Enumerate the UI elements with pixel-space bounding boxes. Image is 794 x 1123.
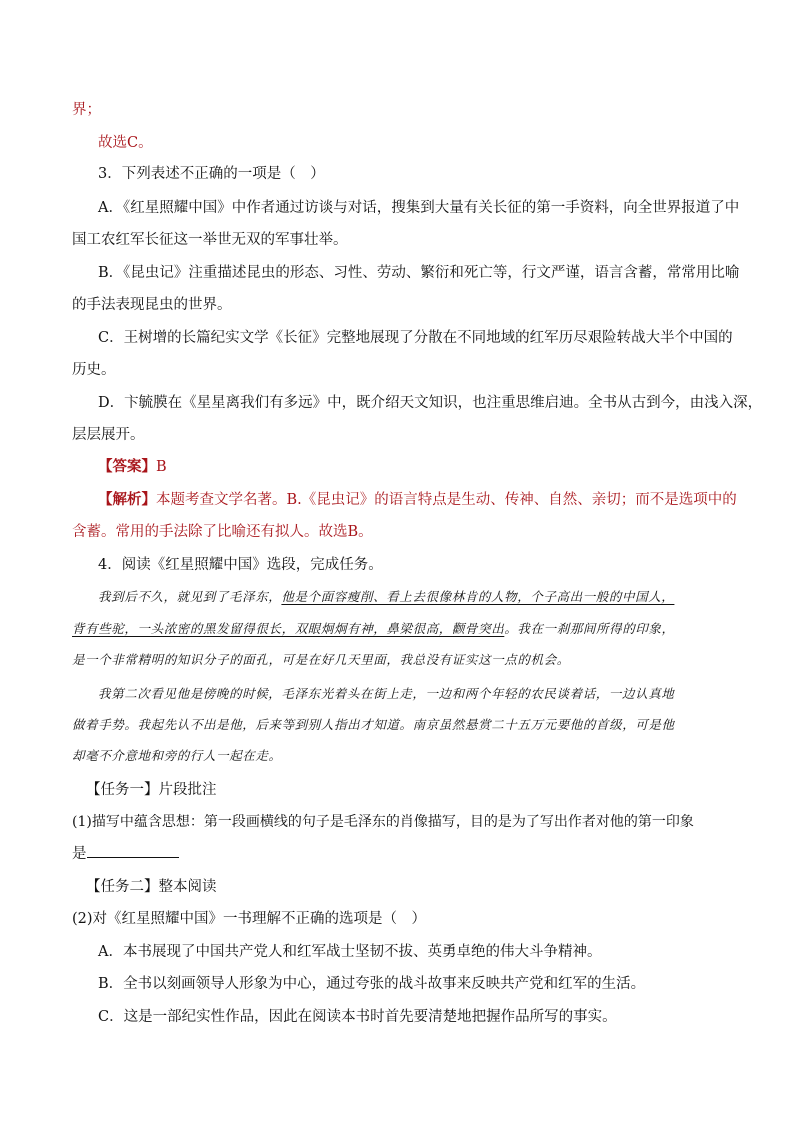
question-4: 4．阅读《红星照耀中国》选段，完成任务。	[98, 557, 383, 573]
task-2-option-a: A．本书展现了中国共产党人和红军战士坚韧不拔、英勇卓绝的伟大斗争精神。	[98, 944, 602, 960]
excerpt-p2-line-2: 做着手势。我起先认不出是他，后来等到别人指出才知道。南京虽然悬赏二十五万元要他的首级，可是他	[72, 717, 675, 732]
analysis-tag: 【解析】	[98, 491, 156, 508]
option-d-line-1: D．卞毓膜在《星星离我们有多远》中，既介绍天文知识，也注重思维启迪。全书从古到今，由浅入深，	[98, 395, 763, 411]
excerpt-text: 我到后不久，就见到了毛泽东，	[98, 589, 282, 604]
excerpt-p1-line-2	[72, 619, 675, 639]
excerpt-p2-line-1: 我第二次看见他是傍晚的时候，毛泽东光着头在街上走，一边和两个年轻的农民谈着话，一边认真地	[98, 686, 675, 701]
task-2-heading: 【任务二】整本阅读	[86, 879, 217, 895]
analysis-line-2: 含蓄。常用的手法除了比喻还有拟人。故选B。	[72, 524, 373, 540]
answer-tag: 【答案】	[98, 458, 156, 475]
task-2-question: (2)对《红星照耀中国》一书理解不正确的选项是（ ）	[72, 911, 427, 927]
excerpt-text: 。我在一刹那间所得的印象，	[504, 621, 675, 636]
option-a-line-2: 国工农红军长征这一举世无双的军事壮举。	[72, 232, 348, 248]
task-1-heading: 【任务一】片段批注	[86, 782, 217, 798]
task-2-option-c: C．这是一部纪实性作品，因此在阅读本书时首先要清楚地把握作品所写的事实。	[98, 1009, 617, 1025]
answer-value: B	[156, 459, 167, 475]
analysis-row	[98, 490, 737, 510]
option-a-line-1: A．《红星照耀中国》中作者通过访谈与对话，搜集到大量有关长征的第一手资料，向全世界报道了中	[98, 200, 740, 216]
answer-row	[98, 457, 167, 477]
underlined-portrait: 他是个面容瘦削、看上去很像林肯的人物，个子高出一般的中国人，	[281, 589, 675, 604]
option-c-line-1: C．王树增的长篇纪实文学《长征》完整地展现了分散在不同地域的红军历尽艰险转战大半个中国的	[98, 330, 733, 346]
excerpt-p2-line-3: 却毫不介意地和旁的行人一起在走。	[72, 748, 282, 763]
option-b-line-1: B．《昆虫记》注重描述昆虫的形态、习性、劳动、繁衍和死亡等，行文严谨，语言含蓄，常常用比喻	[98, 265, 740, 281]
option-b-line-2: 的手法表现昆虫的世界。	[72, 297, 232, 313]
task-1-answer-line	[72, 843, 179, 864]
analysis-text: 本题考查文学名著。B.《昆虫记》的语言特点是生动、传神、自然、亲切；而不是选项中的	[156, 492, 737, 508]
task-2-option-b: B．全书以刻画领导人形象为中心，通过夸张的战斗故事来反映共产党和红军的生活。	[98, 976, 646, 992]
question-3: 3．下列表述不正确的一项是（ ）	[98, 166, 325, 182]
option-c-line-2: 历史。	[72, 362, 116, 378]
text-line: 界；	[72, 102, 101, 118]
task-1-question: (1)描写中蕴含思想：第一段画横线的句子是毛泽东的肖像描写，目的是为了写出作者对他的第一印象	[72, 814, 694, 830]
answer-line: 故选C。	[98, 135, 153, 151]
underlined-portrait: 背有些驼，一头浓密的黑发留得很长，双眼炯炯有神，鼻梁很高，颧骨突出	[72, 621, 505, 636]
excerpt-p1-line-3: 是一个非常精明的知识分子的面孔，可是在好几天里面，我总没有证实这一点的机会。	[72, 652, 570, 667]
excerpt-p1-line-1	[98, 587, 674, 607]
answer-blank[interactable]	[87, 843, 179, 858]
text: 是	[72, 846, 87, 862]
option-d-line-2: 层层展开。	[72, 427, 145, 443]
